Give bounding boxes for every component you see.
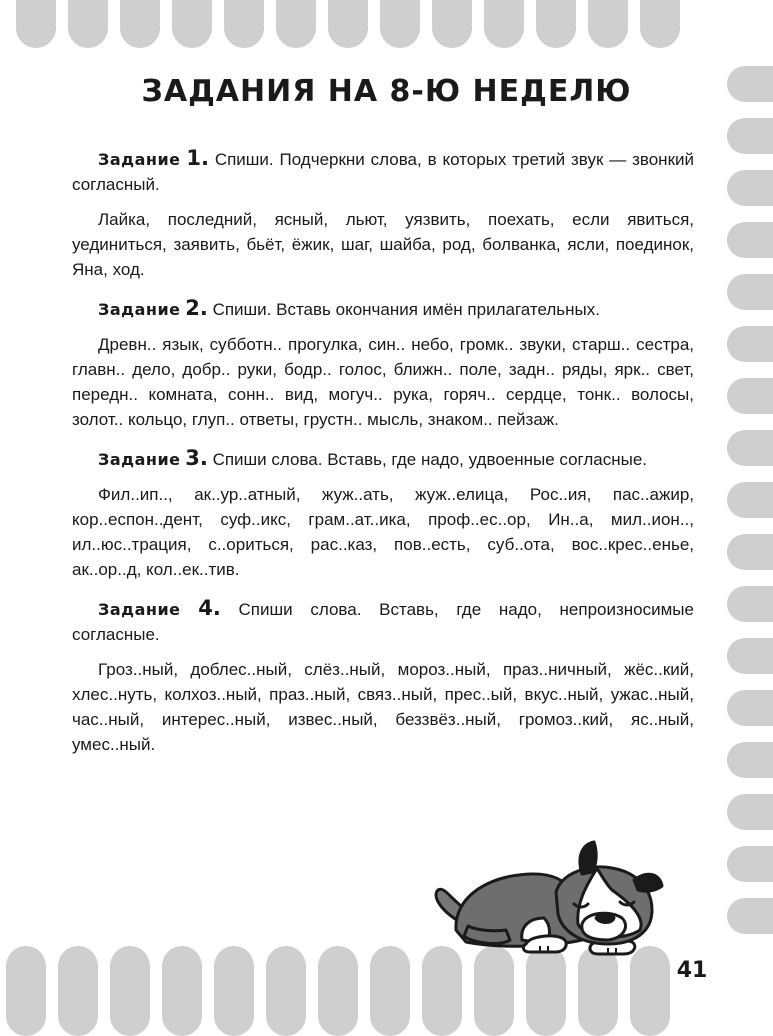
task-instruction: Спиши слова. Вставь, где надо, непроизносимые согласные.	[72, 600, 694, 644]
border-tab	[380, 0, 420, 48]
page-title: ЗАДАНИЯ НА 8-Ю НЕДЕЛЮ	[141, 74, 632, 109]
border-tab	[727, 482, 773, 518]
task-1	[72, 146, 694, 282]
border-tab	[276, 0, 316, 48]
border-tab	[727, 326, 773, 362]
border-tab	[727, 378, 773, 414]
border-tab	[526, 946, 566, 1036]
task-label: Задание	[98, 450, 181, 469]
border-tab	[422, 946, 462, 1036]
task-text: Гроз..ный, доблес..ный, слёз..ный, мороз..ный, праз..ничный, жёс..кий, хлес..нуть, колхоз..ный, праз..ный, связ..ный, прес..ый, вкус..ный, ужас..ный, час..ный, интерес..ный, извес..ный, беззвёз..ный, громоз..кий, яс..ный, умес..ный.	[72, 660, 694, 754]
task-header	[72, 296, 694, 322]
border-tab	[640, 0, 680, 48]
border-tab	[172, 0, 212, 48]
task-label: Задание	[98, 600, 181, 619]
top-tab-border	[0, 0, 773, 52]
task-header	[72, 446, 694, 472]
border-tab	[727, 586, 773, 622]
border-tab	[328, 0, 368, 48]
sleeping-dog-icon	[426, 840, 666, 958]
border-tab	[536, 0, 576, 48]
page-number: 41	[676, 958, 708, 983]
task-4	[72, 596, 694, 757]
task-text: Фил..ип.., ак..ур..атный, жуж..ать, жуж..елица, Рос..ия, пас..ажир, кор..еспон..дент, суф..икс, грам..ат..ика, проф..ес..ор, Ин..а, мил..ион.., ил..юс..трация, с..ориться, рас..каз, пов..есть, суб..ота, вос..крес..енье, ак..ор..д, кол..ек..тив.	[72, 485, 694, 579]
border-tab	[727, 794, 773, 830]
border-tab	[162, 946, 202, 1036]
border-tab	[727, 742, 773, 778]
border-tab	[727, 222, 773, 258]
task-2	[72, 296, 694, 432]
task-number: 3.	[185, 446, 208, 470]
border-tab	[370, 946, 410, 1036]
border-tab	[727, 170, 773, 206]
border-tab	[16, 0, 56, 48]
task-number: 1.	[186, 146, 209, 170]
task-number: 4.	[198, 596, 221, 620]
border-tab	[432, 0, 472, 48]
task-instruction: Спиши слова. Вставь, где надо, удвоенные согласные.	[212, 450, 648, 469]
task-header	[72, 596, 694, 647]
task-text: Лайка, последний, ясный, льют, уязвить, поехать, если явиться, уединиться, заявить, бьёт, ёжик, шаг, шайба, род, болванка, ясли, поединок, Яна, ход.	[72, 210, 694, 279]
border-tab	[214, 946, 254, 1036]
task-label: Задание	[98, 150, 181, 169]
border-tab	[727, 898, 773, 934]
border-tab	[484, 0, 524, 48]
task-label: Задание	[98, 300, 181, 319]
task-instruction: Спиши. Вставь окончания имён прилагательных.	[212, 300, 600, 319]
border-tab	[318, 946, 358, 1036]
border-tab	[110, 946, 150, 1036]
task-number: 2.	[185, 296, 208, 320]
task-instruction: Спиши. Подчеркни слова, в которых третий звук — звонкий согласный.	[72, 150, 694, 194]
border-tab	[6, 946, 46, 1036]
border-tab	[727, 274, 773, 310]
task-header	[72, 146, 694, 197]
border-tab	[578, 946, 618, 1036]
border-tab	[58, 946, 98, 1036]
border-tab	[120, 0, 160, 48]
right-tab-border	[713, 0, 773, 1000]
border-tab	[266, 946, 306, 1036]
border-tab	[474, 946, 514, 1036]
border-tab	[727, 430, 773, 466]
border-tab	[727, 690, 773, 726]
task-text: Древн.. язык, субботн.. прогулка, син.. небо, громк.. звуки, старш.. сестра, главн.. дело, добр.. руки, бодр.. голос, ближн.. поле, задн.. ряды, ярк.. свет, передн.. комната, сонн.. вид, могуч.. рука, горяч.. сердце, тонк.. волосы, золот.. кольцо, глуп.. ответы, грустн.. мысль, знаком.. пейзаж.	[72, 335, 694, 429]
task-3	[72, 446, 694, 582]
border-tab	[727, 846, 773, 882]
border-tab	[224, 0, 264, 48]
tasks-list	[72, 146, 694, 771]
border-tab	[727, 534, 773, 570]
border-tab	[727, 118, 773, 154]
border-tab	[630, 946, 670, 1036]
border-tab	[727, 638, 773, 674]
border-tab	[68, 0, 108, 48]
border-tab	[588, 0, 628, 48]
